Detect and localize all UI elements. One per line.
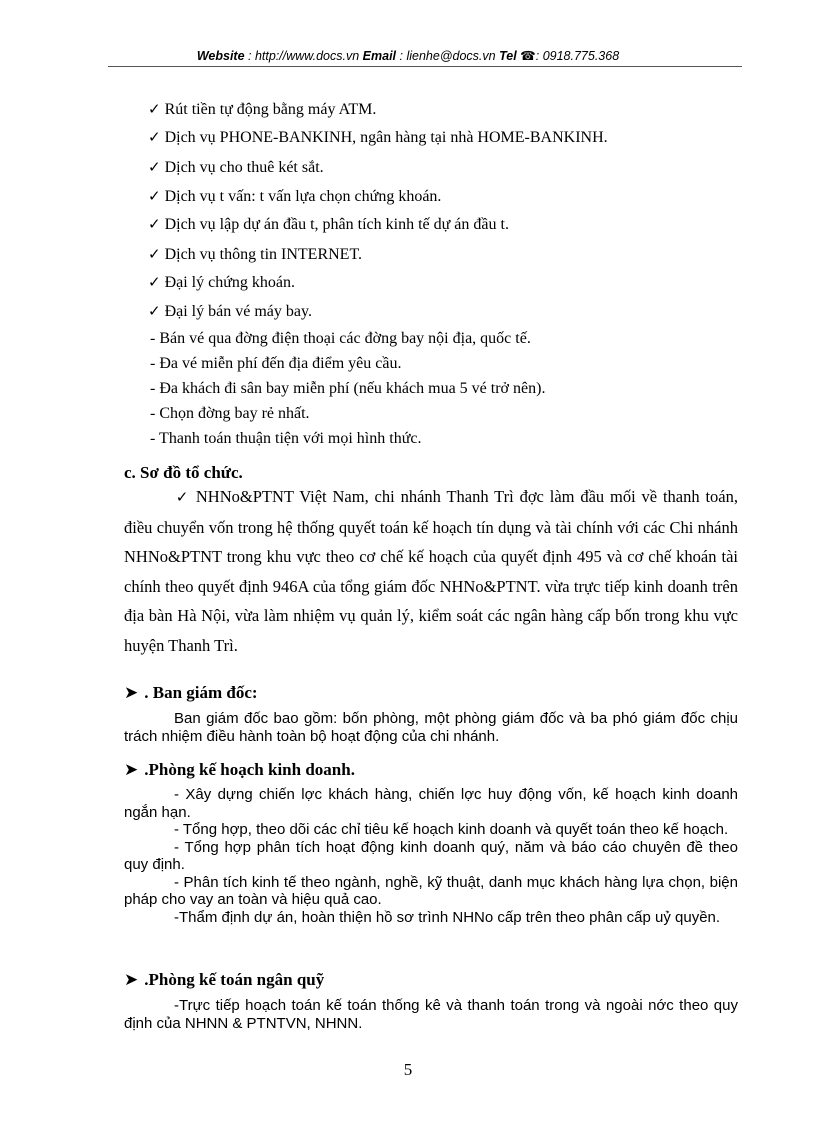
dash-item: - Đa khách đi sân bay miễn phí (nếu khách mua 5 vé trở nên). <box>150 380 546 397</box>
section-heading-planning <box>124 760 355 780</box>
org-paragraph-text: NHNo&PTNT Việt Nam, chi nhánh Thanh Trì đợc làm đầu mối về thanh toán, điều chuyển vốn trong hệ thống quyết toán kế hoạch tín dụng và tài chính với các Chi nhánh NHNo&PTNT trong khu vực theo cơ chế kế hoạch của quyết định 495 và cơ chế khoán tài chính theo quyết định 946A của tổng giám đốc NHNo&PTNT. vừa trực tiếp kinh doanh trên địa bàn Hà Nội, vừa làm nhiệm vụ quản lý, kiểm soát các ngân hàng cấp bốn trong khu vực huyện Thanh Trì. <box>124 487 738 655</box>
check-item <box>148 100 376 119</box>
section-paragraph: - Phân tích kinh tế theo ngành, nghề, kỹ thuật, danh mục khách hàng lựa chọn, biện pháp cho vay an toàn và hiệu quả cao. <box>124 873 738 908</box>
dash-item: - Thanh toán thuận tiện với mọi hình thức. <box>150 430 422 447</box>
check-icon: ✓ <box>148 302 161 320</box>
check-icon: ✓ <box>148 245 161 263</box>
email-label: Email <box>362 49 397 63</box>
check-item <box>148 158 324 177</box>
check-icon: ✓ <box>148 273 161 291</box>
check-icon: ✓ <box>148 187 161 205</box>
arrow-right-icon: ➤ <box>124 683 139 703</box>
section-heading-text: . Ban giám đốc: <box>144 683 258 702</box>
section-body-planning <box>124 786 738 926</box>
check-icon: ✓ <box>148 128 161 146</box>
section-paragraph: -Trực tiếp hoạch toán kế toán thống kê và thanh toán trong và ngoài nớc theo quy định của NHNN & PTNTVN, NHNN. <box>124 997 738 1032</box>
section-heading-accounting <box>124 970 324 990</box>
check-item-text: Dịch vụ cho thuê két sắt. <box>164 159 324 176</box>
dash-item: - Bán vé qua đờng điện thoại các đờng bay nội địa, quốc tế. <box>150 330 531 347</box>
check-item <box>148 128 608 147</box>
header-rule <box>108 66 742 67</box>
check-icon: ✓ <box>148 100 161 118</box>
section-paragraph: - Tổng hợp, theo dõi các chỉ tiêu kế hoạch kinh doanh và quyết toán theo kế hoạch. <box>174 821 729 838</box>
check-item-text: Dịch vụ thông tin INTERNET. <box>164 246 363 263</box>
check-item <box>148 273 295 292</box>
check-item-text: Đại lý chứng khoán. <box>164 274 295 291</box>
section-body-board <box>124 710 738 745</box>
check-item-text: Dịch vụ t vấn: t vấn lựa chọn chứng khoán. <box>164 188 442 205</box>
section-paragraph: Ban giám đốc bao gồm: bốn phòng, một phòng giám đốc và ba phó giám đốc chịu trách nhiệm điều hành toàn bộ hoạt động của chi nhánh. <box>124 710 738 745</box>
dash-item: - Đa vé miễn phí đến địa điểm yêu cầu. <box>150 355 402 372</box>
arrow-right-icon: ➤ <box>124 760 139 780</box>
section-body-accounting <box>124 997 738 1032</box>
check-item <box>148 302 312 321</box>
section-paragraph: - Xây dựng chiến lợc khách hàng, chiến lợc huy động vốn, kế hoạch kinh doanh ngắn hạn. <box>124 786 738 821</box>
check-item <box>148 245 362 264</box>
check-item <box>148 215 509 234</box>
page-number: 5 <box>403 1060 413 1079</box>
check-item-text: Dịch vụ PHONE-BANKINH, ngân hàng tại nhà HOME-BANKINH. <box>164 129 608 146</box>
check-item-text: Dịch vụ lập dự án đầu t, phân tích kinh tế dự án đầu t. <box>164 216 509 233</box>
check-item-text: Đại lý bán vé máy bay. <box>164 303 312 320</box>
email-value: : lienhe@docs.vn <box>399 49 496 63</box>
section-heading-text: .Phòng kế hoạch kinh doanh. <box>144 760 355 779</box>
section-paragraph: -Thẩm định dự án, hoàn thiện hồ sơ trình NHNo cấp trên theo phân cấp uỷ quyền. <box>174 908 721 926</box>
check-icon: ✓ <box>148 158 161 176</box>
website-value: : http://www.docs.vn <box>248 49 360 63</box>
website-label: Website <box>196 49 245 63</box>
check-icon: ✓ <box>148 215 161 233</box>
tel-label: Tel <box>499 49 517 63</box>
page-header <box>0 48 816 63</box>
check-item <box>148 187 441 206</box>
phone-icon: ☎ <box>520 49 536 63</box>
section-heading-board <box>124 683 258 703</box>
dash-item: - Chọn đờng bay rẻ nhất. <box>150 405 310 422</box>
tel-value: : 0918.775.368 <box>535 49 620 63</box>
arrow-right-icon: ➤ <box>124 970 139 990</box>
org-paragraph <box>124 482 738 660</box>
section-heading-text: .Phòng kế toán ngân quỹ <box>144 970 325 989</box>
section-paragraph: - Tổng hợp phân tích hoạt động kinh doanh quý, năm và báo cáo chuyên đề theo quy định. <box>124 838 738 873</box>
check-icon: ✓ <box>174 488 191 506</box>
section-heading: c. Sơ đồ tổ chức. <box>124 463 243 482</box>
check-item-text: Rút tiền tự động bằng máy ATM. <box>164 101 377 118</box>
